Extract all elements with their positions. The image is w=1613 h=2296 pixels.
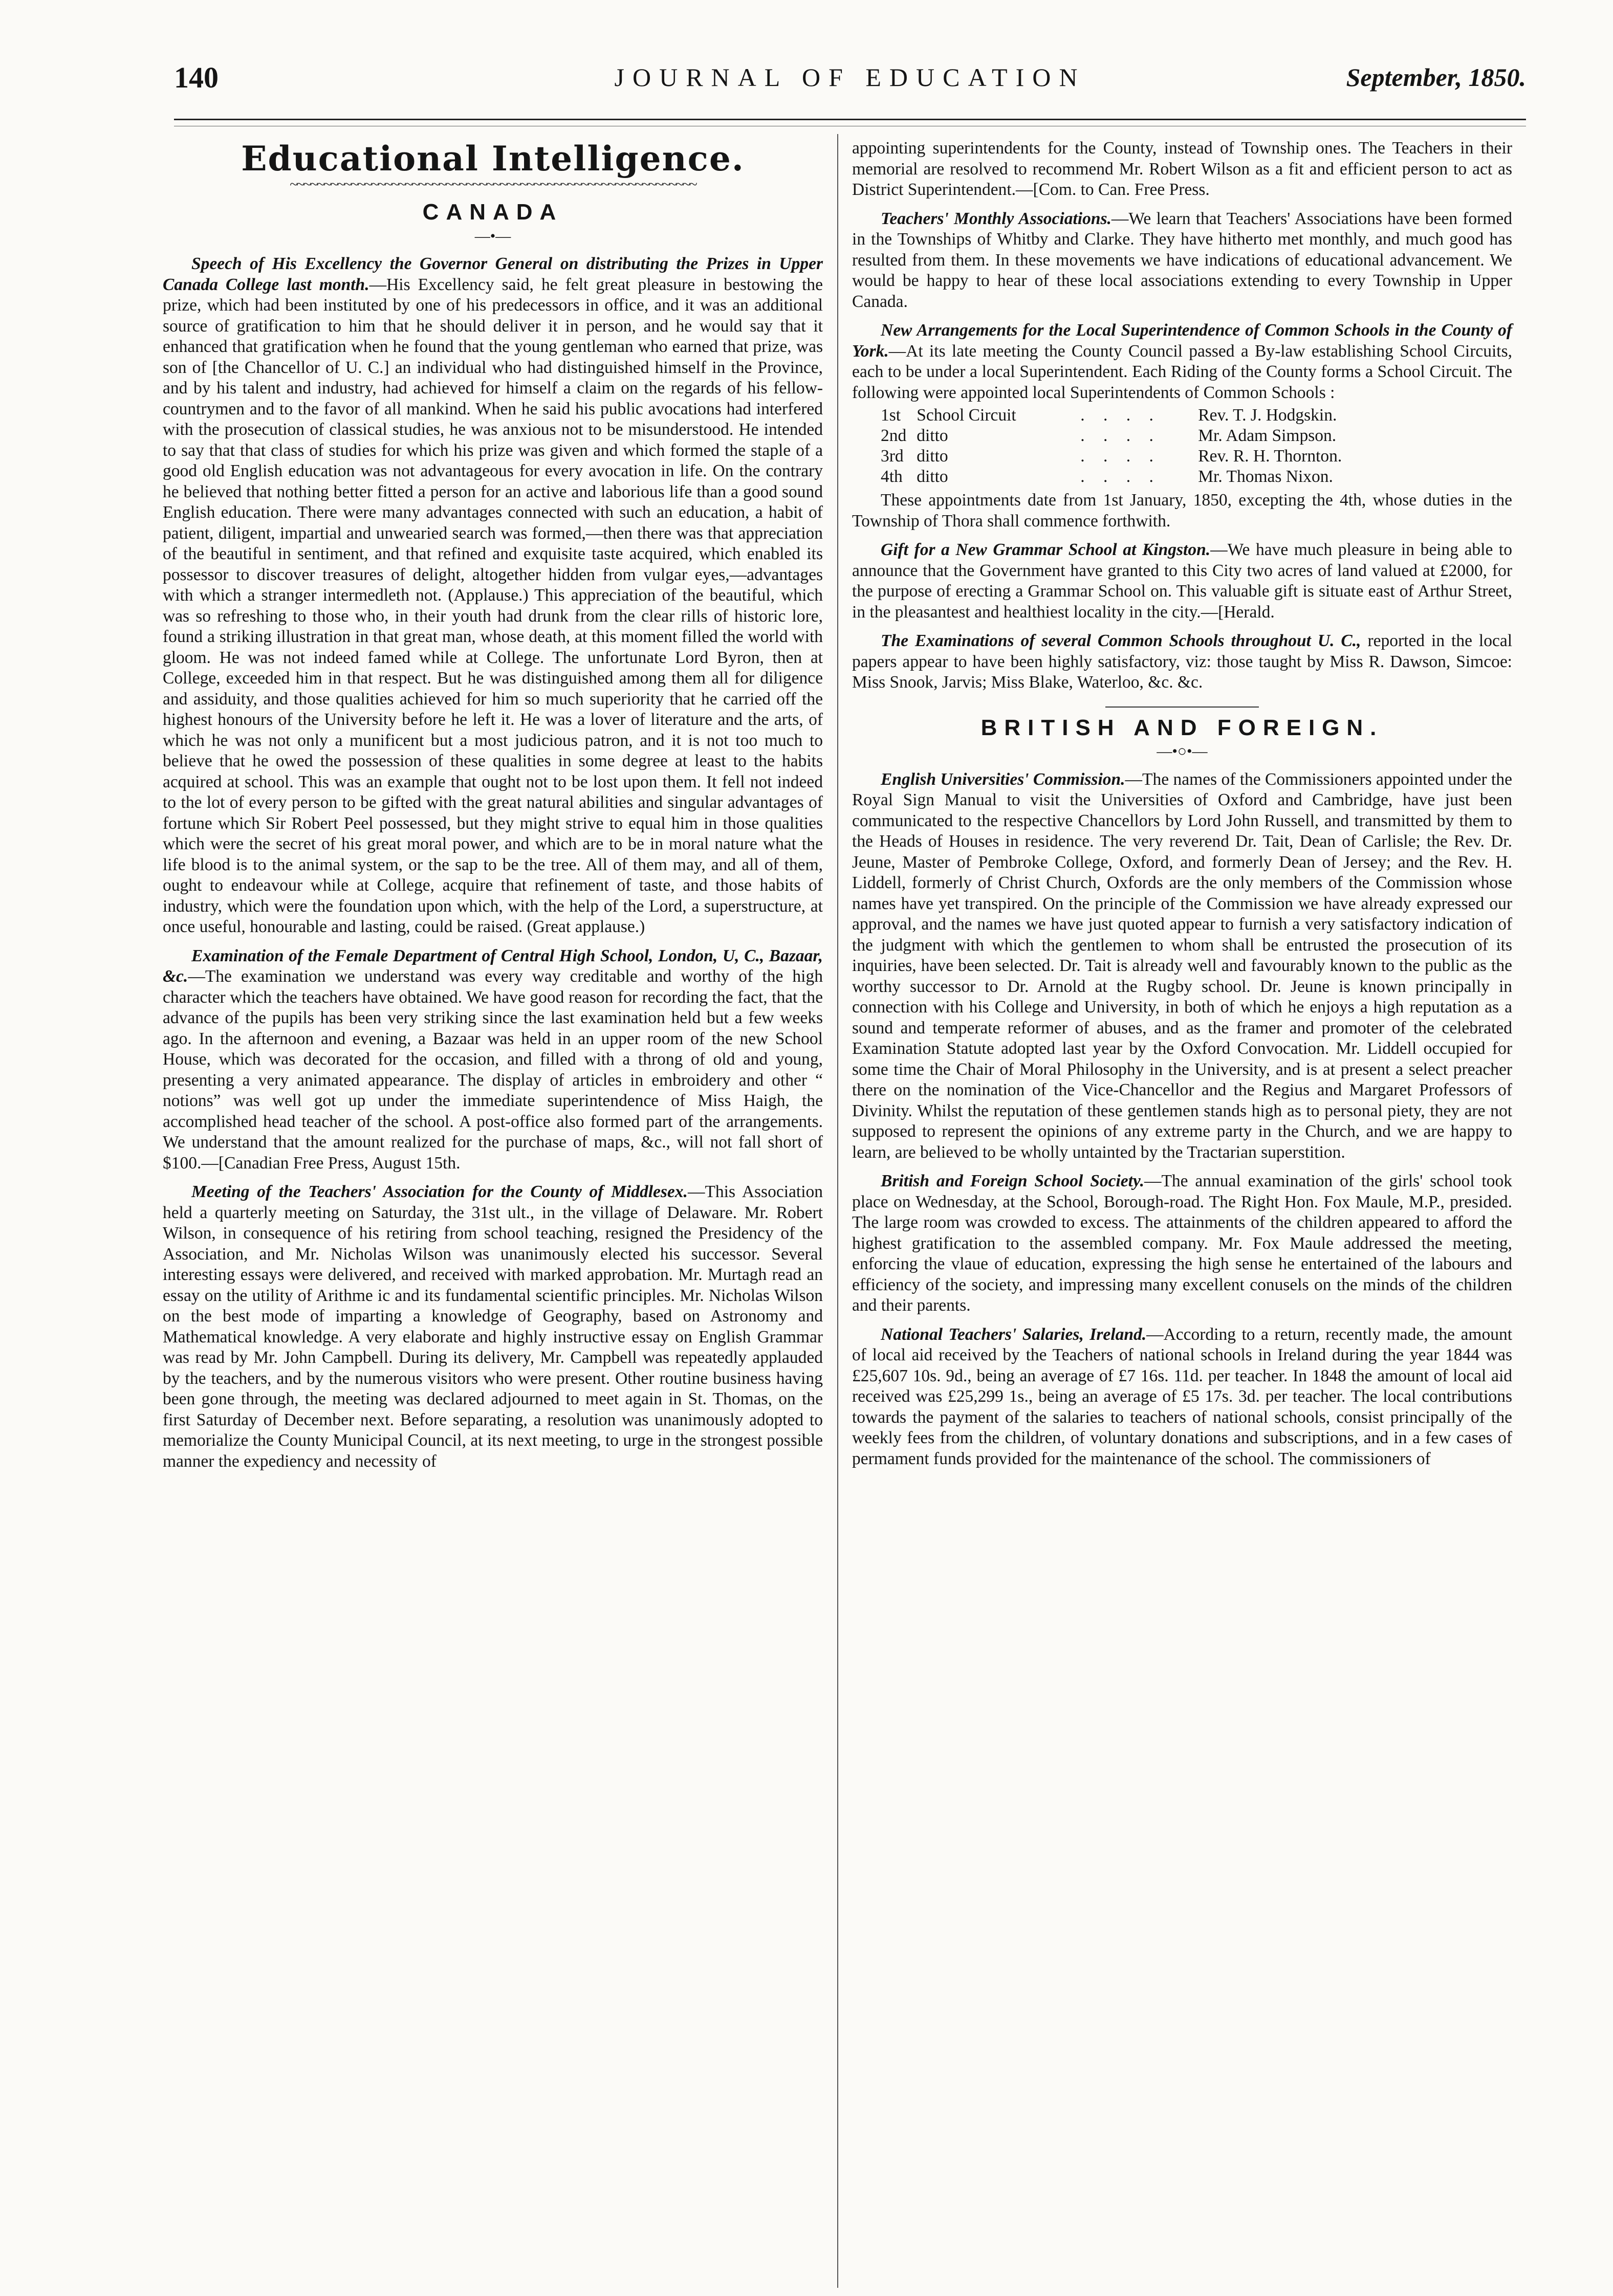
article-body: —His Excellency said, he felt great pleasure in bestowing the prize, which had been instituted by one of his predecessors in office, and it was an additional source of gratification to him that he should deliver it in person, and he would say that it enhanced that gratification when he found that the young gentleman who earned that prize, was son of [the Chancellor of U. C.] an individual who had distinguished himself in the Province, and by his talent and industry, had achieved for himself a claim on the regards of his fellow-countrymen and to the favor of all mankind. When he said his public avocations had interfered with the prosecution of classical studies, he was anxious not to be misunderstood. He intended to say that that class of studies for which his prize was given and which formed the staple of a good old English education was not advantageous for every avocation in life. On the contrary he believed that nothing better fitted a person for an active and laborious life than a good sound English education. There were many advantages connected with such an education, a habit of patient, diligent, impartial and unwearied search was formed,—then there was that appreciation of the beautiful in sentiment, and that refined and exquisite taste acquired, which enabled its possessor to discover treasures of delight, altogether hidden from vulgar eyes,—advantages with which a stranger intermedleth not. (Applause.) This appreciation of the beautiful, which was so refreshing to those who, in their youth had drunk from the clear rills of historic lore, found a striking illustration in that great man, whose death, at this moment filled the world with gloom. He was not indeed famed while at College. The unfortunate Lord Byron, then at College, exceeded him in that respect. But he was distinguished among them all for diligence and assiduity, and those qualities achieved for him so much superiority that he carried off the highest honours of the University before he left it. He was a lover of literature and the arts, of which he was not only a munificent but a most judicious patron, and it is not too much to believe that he owed the possession of these qualities in some degree at least to the habits acquired at school. This was an example that ought not to be lost upon them. It fell not indeed to the lot of every person to be gifted with the great natural abilities and singular advantages of fortune which Sir Robert Peel possessed, but they might strive to equal him in those qualities which were the secret of his great moral power, and which are to be in moral nature what the life blood is to the animal system, or the sap to be the tree. All of them may, and all of them, ought to endeavour while at College, acquire that refinement of taste, and those habits of industry, which were the foundation upon which, with the help of the Lord, a superstructure, at once useful, honourable and lasting, could be raised. (Great applause.)	[163, 275, 823, 936]
circuit-number: 2nd	[881, 426, 907, 445]
leader-dots: . . . .	[1080, 426, 1161, 445]
article-title: English Universities' Commission.	[881, 769, 1125, 789]
article-governor-speech	[163, 254, 823, 938]
section-heading-canada: CANADA	[422, 200, 563, 225]
column-divider	[837, 134, 838, 2288]
article-body: —The names of the Commissioners appointed under the Royal Sign Manual to visit the Universities of Oxford and Cambridge, have just been communicated to the respective Chancellors by Lord John Russell, and transmitted by them to the Heads of Houses in residence. The very reverend Dr. Tait, Dean of Carlisle; the Rev. Dr. Jeune, Master of Pembroke College, Oxford, and formerly Dean of Jersey; and the Rev. H. Liddell, formerly of Christ Church, Oxfords are the only members of the Commission whose names have yet transpired. On the principle of the Commission we have already expressed our approval, and the names we have just quoted appear to furnish a very satisfactory indication of the judgment with which the gentlemen to whom shall be entrusted the prosecution of its inquiries, have been selected. Dr. Tait is already well and favourably known to the public as the worthy successor to Dr. Arnold at the Rugby school. Dr. Jeune is known principally in connection with his College and University, in both of which he enjoys a high reputation as a sound and temperate reformer of abuses, and as the framer and promoter of the celebrated Examination Statute adopted last year by the Oxford Convocation. Mr. Liddell occupied for some time the Chair of Moral Philosophy in the University, and is at present a select preacher there on the nomination of the Vice-Chancellor and the Regius and Margaret Professors of Divinity. Whilst the reputation of these gentlemen stands high as to personal piety, they are not supposed to represent the opinions of any extreme party in the Church, and we are happy to learn, are believed to be wholly untainted by the Tractarian superstition.	[852, 769, 1512, 1162]
section-title-educational-intelligence: Educational Intelligence.	[241, 139, 745, 179]
issue-date: September, 1850.	[1346, 63, 1526, 92]
circuit-label: School Circuit	[917, 406, 1016, 425]
article-body: —We learn that Teachers' Associations have been formed in the Townships of Whitby and Clarke. They have hitherto met monthly, and much good has resulted from them. In these movements we have indications of educational advancement. We would be happy to hear of these local associations extending to every Township in Upper Canada.	[852, 209, 1512, 311]
article-title: Examination of the Female Department of Central High School, London, U, C., Bazaar, &c.	[163, 946, 823, 986]
superintendent-name: Mr. Adam Simpson.	[1198, 426, 1337, 445]
page-number: 140	[174, 61, 219, 94]
circuit-label: ditto	[917, 467, 948, 486]
article-york-superintendence	[852, 320, 1512, 403]
circuit-number: 4th	[881, 467, 903, 486]
article-body: —We have much pleasure in being able to announce that the Government have granted to this City two acres of land valued at £2000, for the purpose of erecting a Grammar School on. This valuable gift is situate east of Arthur Street, in the pleasantest and healthiest locality in the city.—[Herald.	[852, 540, 1512, 622]
journal-title: JOURNAL OF EDUCATION	[614, 63, 1086, 92]
article-school-society	[852, 1171, 1512, 1316]
article-title: Gift for a New Grammar School at Kingston.	[881, 540, 1211, 559]
page-header	[174, 60, 1526, 106]
superintendent-name: Rev. T. J. Hodgskin.	[1198, 406, 1337, 425]
article-title: National Teachers' Salaries, Ireland.	[881, 1324, 1147, 1344]
section-rule	[1105, 707, 1259, 708]
leader-dots: . . . .	[1080, 467, 1161, 486]
article-title: The Examinations of several Common Schools throughout U. C.,	[881, 631, 1361, 650]
article-title: Teachers' Monthly Associations.	[881, 209, 1111, 228]
superintendents-table	[881, 405, 1352, 487]
superintendent-name: Mr. Thomas Nixon.	[1198, 467, 1333, 486]
table-row	[881, 467, 1352, 487]
table-row	[881, 426, 1352, 446]
leader-dots: . . . .	[1080, 406, 1161, 425]
article-teachers-salaries-ireland	[852, 1324, 1512, 1470]
article-title: Speech of His Excellency the Governor General on distributing the Prizes in Upper Canada College last month.	[163, 254, 823, 294]
article-title: British and Foreign School Society.	[881, 1172, 1144, 1190]
circuit-label: ditto	[917, 426, 948, 445]
circuit-number: 3rd	[881, 447, 904, 466]
circuit-label: ditto	[917, 447, 948, 466]
article-body: —The examination we understand was every way creditable and worthy of the high character which the teachers have obtained. We have good reason for recording the fact, that the advance of the pupils has been very striking since the last examination held but a few weeks ago. In the afternoon and evening, a Bazaar was held in an upper room of the new School House, which was decorated for the occasion, and filled with a throng of old and young, presenting a very animated appearance. The display of articles in embroidery and other “ notions” was well got up under the immediate superintendence of Miss Haigh, the accomplished head teacher of the school. A post-office also formed part of the arrangements. We understand that the amount realized for the purchase of maps, &c., will not fall short of $100.—[Canadian Free Press, August 15th.	[163, 967, 823, 1173]
ornament-divider: —•○•—	[1157, 743, 1208, 760]
header-rule	[174, 119, 1526, 120]
article-kingston-grammar-school	[852, 540, 1512, 623]
article-body: —This Association held a quarterly meeting on Saturday, the 31st ult., in the village of Delaware. Mr. Robert Wilson, in consequence of his retiring from school teaching, resigned the Presidency of the Association, and Mr. Nicholas Wilson was unanimously elected his successor. Several interesting essays were delivered, and received with marked approbation. Mr. Murtagh read an essay on the utility of Arithme ic and its fundamental scientific principles. Mr. Nicholas Wilson on the best mode of imparting a knowledge of Geography, based on Astronomy and Mathematical knowledge. A very elaborate and highly instructive essay on English Grammar was read by Mr. John Campbell. During its delivery, Mr. Campbell was repeatedly applauded by the teachers, and by the numerous visitors who were present. Other routine business having been gone through, the meeting was declared adjourned to meet again in St. Thomas, on the first Saturday of December next. Before separating, a resolution was unanimously adopted to memorialize the County Municipal Council, at its next meeting, to urge in the strongest possible manner the expediency and necessity of	[163, 1182, 823, 1471]
article-body: —At its late meeting the County Council passed a By-law establishing School Circuits, each to be under a local Superintendent. Each Riding of the County forms a School Circuit. The following were appointed local Superintendents of Common Schools :	[852, 341, 1512, 402]
article-title: New Arrangements for the Local Superintendence of Common Schools in the County of York.	[852, 321, 1512, 361]
article-monthly-associations	[852, 209, 1512, 313]
section-heading-british-foreign: BRITISH AND FOREIGN.	[980, 715, 1384, 740]
article-female-department	[163, 946, 823, 1174]
left-column	[163, 138, 823, 1480]
right-column	[852, 138, 1512, 1477]
article-body: reported in the local papers appear to have been highly satisfactory, viz: those taught by Miss R. Dawson, Simcoe: Miss Snook, Jarvis; Miss Blake, Waterloo, &c. &c.	[852, 631, 1512, 692]
wavy-rule: ~~~~~~~~~~~~~~~~~~~~~~~~~~~~~~~~~~~~~~~~~~~~~~~~~~~~~~~~~~~~	[290, 175, 696, 193]
article-title: Meeting of the Teachers' Association for the County of Middlesex.	[191, 1182, 688, 1201]
table-row	[881, 405, 1352, 426]
circuit-number: 1st	[881, 406, 901, 425]
table-row	[881, 446, 1352, 467]
article-body: —The annual examination of the girls' school took place on Wednesday, at the School, Borough-road. The Right Hon. Fox Maule, M.P., presided. The large room was crowded to excess. The attainments of the children appeared to afford the highest gratification to the assembled company. Mr. Fox Maule addressed the meeting, enforcing the vlaue of education, expressing the high sense he entertained of the labours and efficiency of the society, and impressing many excellent conusels on the minds of the children and their parents.	[852, 1172, 1512, 1315]
article-teachers-association-middlesex	[163, 1182, 823, 1472]
article-continuation: appointing superintendents for the County, instead of Township ones. The Teachers in their memorial are resolved to recommend Mr. Robert Wilson as a fit and efficient person to act as District Superintendent.—[Com. to Can. Free Press.	[852, 139, 1512, 199]
article-universities-commission	[852, 769, 1512, 1163]
article-body: —According to a return, recently made, the amount of local aid received by the Teachers of national schools in Ireland during the year 1844 was £25,607 10s. 9d., being an average of £7 16s. 11d. per teacher. In 1848 the amount of local aid received was £25,299 1s., being an average of £5 17s. 3d. per teacher. The local contributions towards the payment of the salaries to teachers of national schools, consist principally of the weekly fees from the children, of voluntary donations and subscriptions, and in a few cases of permament funds provided for the maintenance of the school. The commissioners of	[852, 1324, 1513, 1468]
article-common-school-examinations	[852, 631, 1512, 693]
leader-dots: . . . .	[1080, 447, 1161, 466]
superintendent-name: Rev. R. H. Thornton.	[1198, 447, 1342, 466]
ornament-divider: —•—	[474, 227, 511, 245]
article-york-note: These appointments date from 1st January, 1850, excepting the 4th, whose duties in the Township of Thora shall commence forthwith.	[852, 491, 1512, 531]
